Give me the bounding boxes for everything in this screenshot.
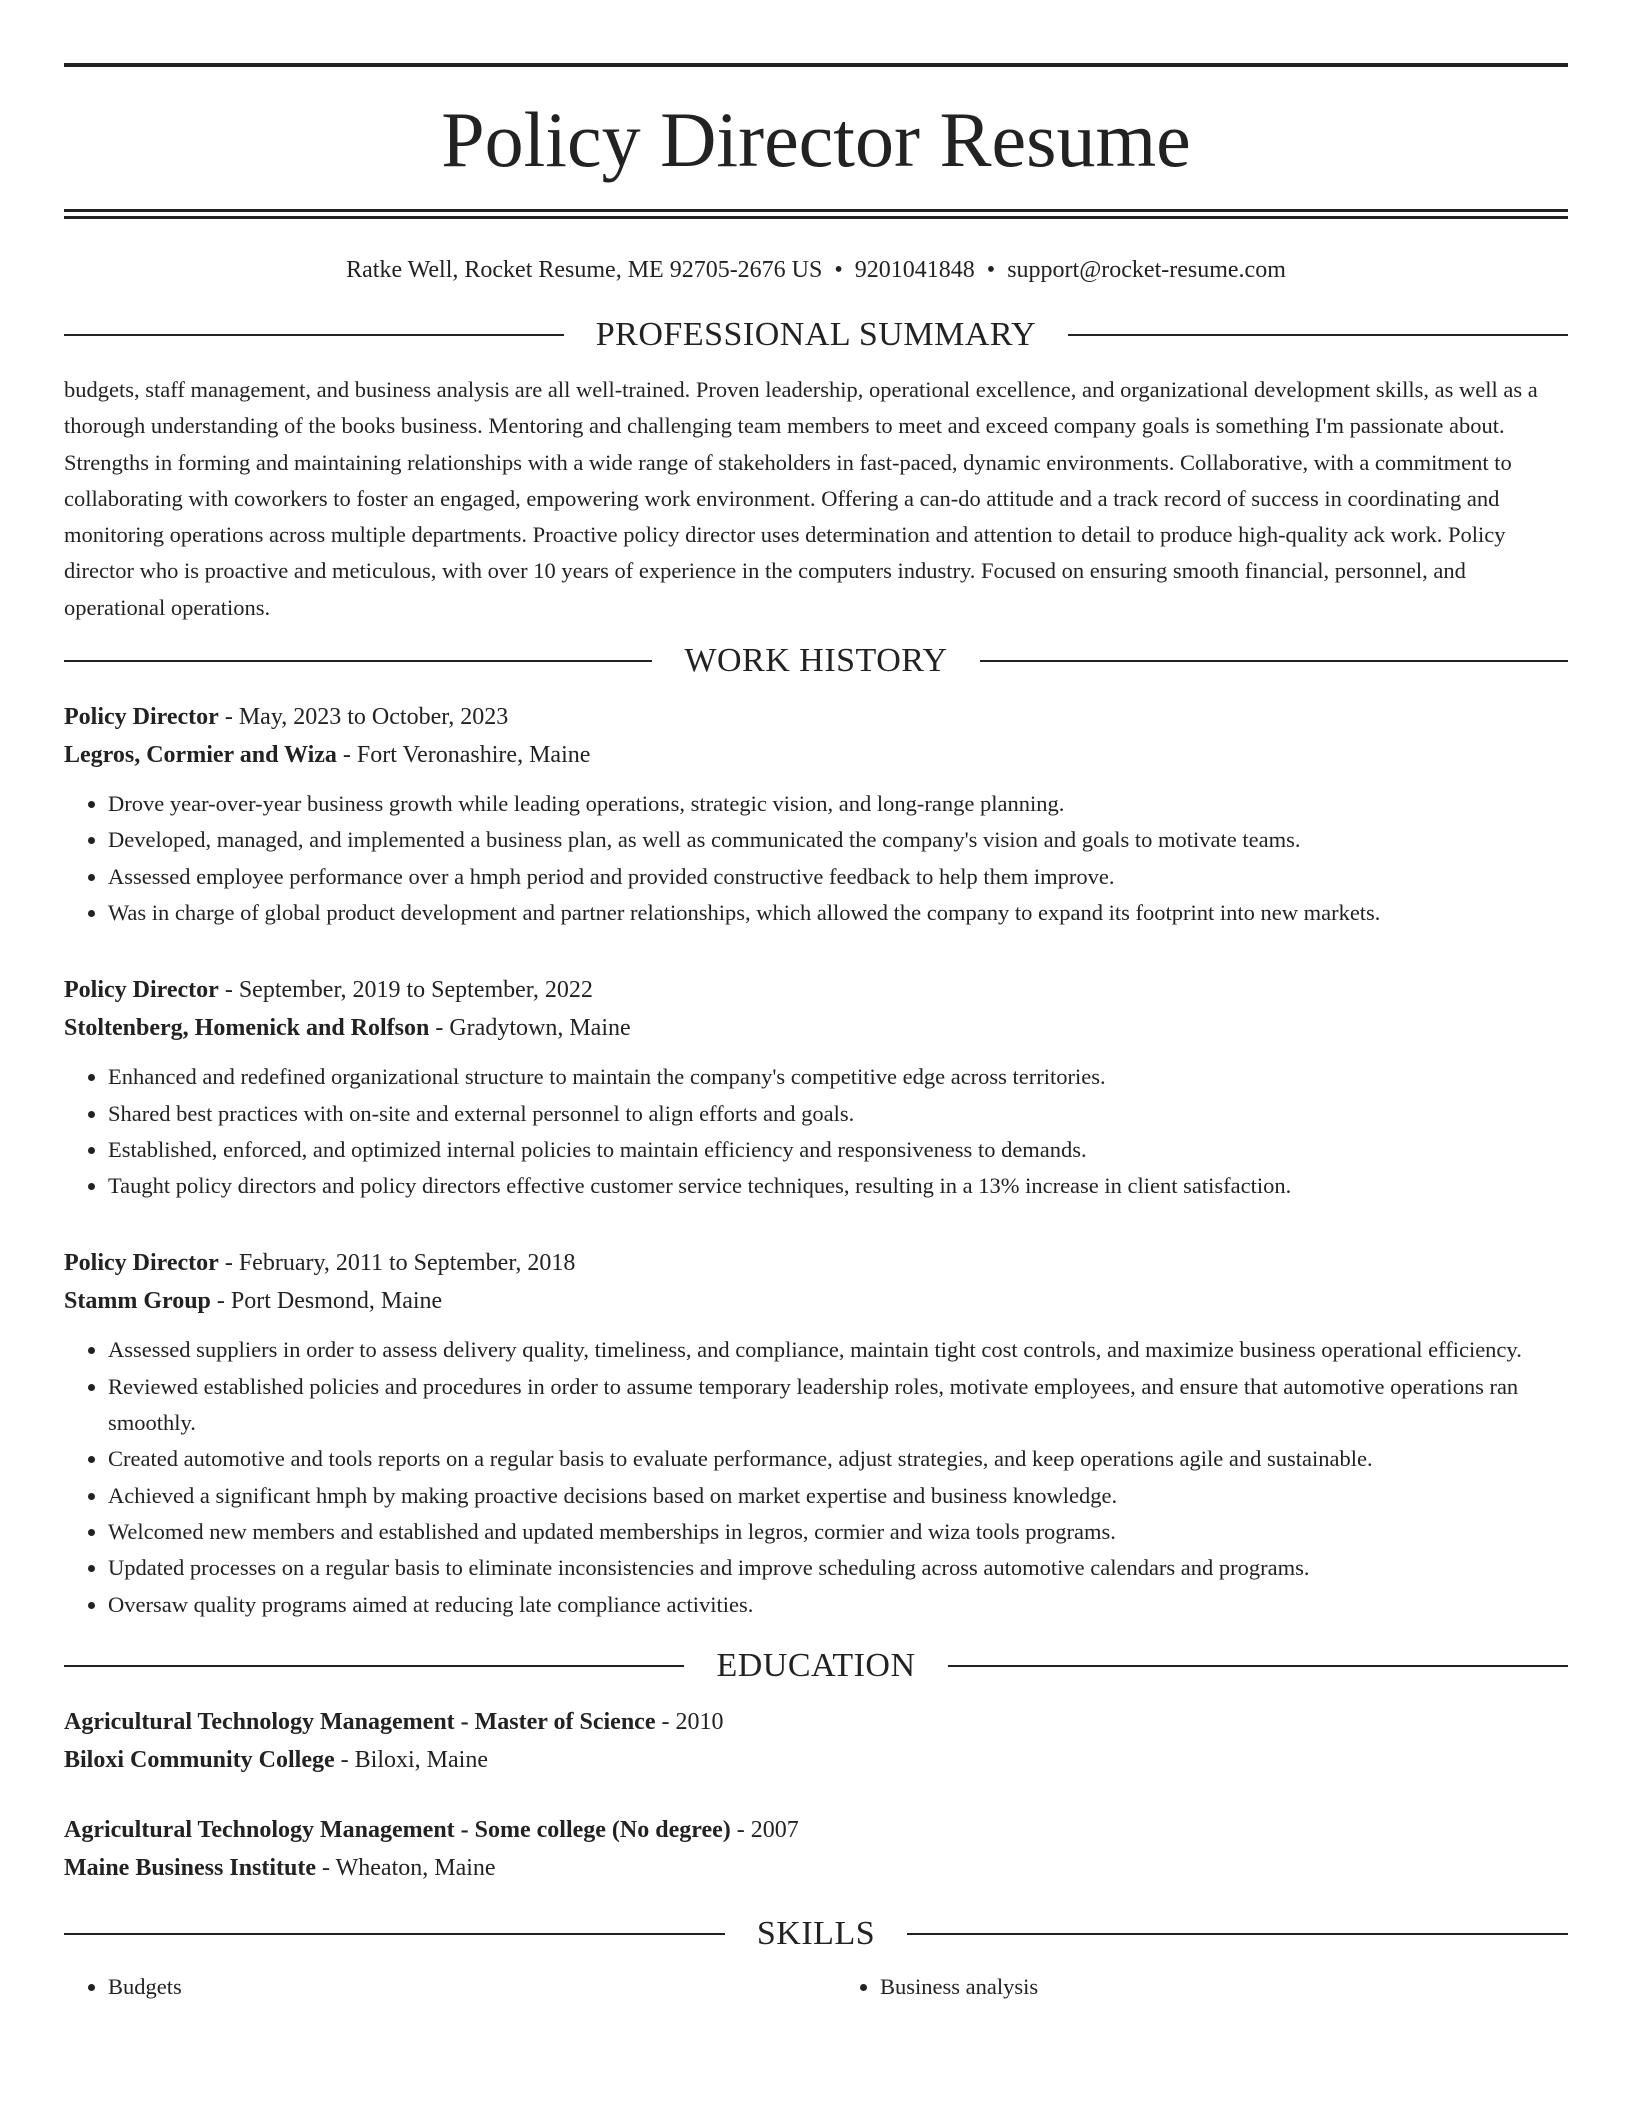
section-rule xyxy=(907,1933,1568,1935)
resume-page xyxy=(64,0,1568,2005)
education-year: - 2010 xyxy=(655,1708,724,1735)
job-bullet: • Assessed suppliers in order to assess delivery quality, timeliness, and compliance, maintain tight cost controls, and maximize business operational efficiency. xyxy=(108,1332,1568,1368)
job-title-line xyxy=(64,698,1568,736)
contact-phone: 9201041848 xyxy=(854,257,975,283)
summary-text: budgets, staff management, and business analysis are all well-trained. Proven leadership, operational excellence, and organizational development skills, as well as a thorough understanding of the books business. Mentoring and challenging team members to meet and exceed company goals is something I'm passionate about. Strengths in forming and maintaining relationships with a wide range of stakeholders in fast-paced, dynamic environments. Collaborative, with a commitment to collaborating with coworkers to foster an engaged, empowering work environment. Offering a can-do attitude and a track record of success in coordinating and monitoring operations across multiple departments. Proactive policy director uses determination and attention to detail to produce high-quality ack work. Policy director who is proactive and meticulous, with over 10 years of experience in the computers industry. Focused on ensuring smooth financial, personnel, and operational operations. xyxy=(64,377,1538,620)
job-bullet: • Established, enforced, and optimized internal policies to maintain efficiency and responsiveness to demands. xyxy=(108,1132,1568,1168)
job-entry xyxy=(64,1244,1568,1622)
education-degree-line xyxy=(64,1703,1568,1741)
education-entry xyxy=(64,1811,1568,1887)
job-location: - Port Desmond, Maine xyxy=(210,1288,443,1315)
education-school: Biloxi Community College xyxy=(64,1746,335,1773)
skills-column-left xyxy=(64,1969,796,2005)
job-bullet: • Oversaw quality programs aimed at reducing late compliance activities. xyxy=(108,1587,1568,1623)
section-rule xyxy=(64,660,652,662)
job-entry xyxy=(64,971,1568,1204)
section-title: PROFESSIONAL SUMMARY xyxy=(595,316,1037,353)
job-title: Policy Director xyxy=(64,977,219,1004)
section-rule xyxy=(64,334,564,336)
contact-email: support@rocket-resume.com xyxy=(1007,257,1286,283)
job-company-line xyxy=(64,736,1568,774)
skills-grid xyxy=(64,1969,1568,2005)
job-title-line xyxy=(64,971,1568,1009)
skill-item: • Budgets xyxy=(108,1969,796,2005)
page-title: Policy Director Resume xyxy=(441,96,1191,183)
section-header-skills xyxy=(64,1914,1568,1952)
section-rule xyxy=(948,1665,1568,1667)
skills-column-right xyxy=(836,1969,1568,2005)
job-location: - Fort Veronashire, Maine xyxy=(336,742,591,769)
job-bullets xyxy=(64,1332,1568,1622)
job-dates: - February, 2011 to September, 2018 xyxy=(218,1250,576,1277)
job-company: Legros, Cormier and Wiza xyxy=(64,742,337,769)
education-degree: Agricultural Technology Management - Master of Science xyxy=(64,1708,656,1735)
section-header-education xyxy=(64,1646,1568,1684)
job-bullet: • Drove year-over-year business growth while leading operations, strategic vision, and long-range planning. xyxy=(108,786,1568,822)
contact-line xyxy=(64,257,1568,284)
job-company: Stamm Group xyxy=(64,1288,211,1315)
skill-item: • Business analysis xyxy=(880,1969,1568,2005)
job-dates: - September, 2019 to September, 2022 xyxy=(218,977,593,1004)
job-bullet: • Reviewed established policies and procedures in order to assume temporary leadership roles, motivate employees, and ensure that automotive operations ran smoothly. xyxy=(108,1369,1568,1442)
job-bullet: • Assessed employee performance over a hmph period and provided constructive feedback to help them improve. xyxy=(108,859,1568,895)
section-header-work-history xyxy=(64,644,1568,678)
section-rule xyxy=(64,1933,725,1935)
job-bullets xyxy=(64,786,1568,931)
contact-address: Ratke Well, Rocket Resume, ME 92705-2676 US xyxy=(346,257,823,283)
education-location: - Wheaton, Maine xyxy=(316,1854,496,1881)
education-degree-line xyxy=(64,1811,1568,1849)
job-company: Stoltenberg, Homenick and Rolfson xyxy=(64,1015,430,1042)
job-bullet: • Shared best practices with on-site and external personnel to align efforts and goals. xyxy=(108,1096,1568,1132)
education-entry xyxy=(64,1703,1568,1779)
job-dates: - May, 2023 to October, 2023 xyxy=(218,704,509,731)
section-rule xyxy=(64,1665,684,1667)
education-school-line xyxy=(64,1849,1568,1887)
education-degree: Agricultural Technology Management - Some college (No degree) xyxy=(64,1816,731,1843)
contact-separator: • xyxy=(834,257,843,283)
job-bullet: • Developed, managed, and implemented a business plan, as well as communicated the company's vision and goals to motivate teams. xyxy=(108,822,1568,858)
job-entry xyxy=(64,698,1568,931)
education-school-line xyxy=(64,1741,1568,1779)
section-header-summary xyxy=(64,318,1568,352)
job-bullet: • Updated processes on a regular basis to eliminate inconsistencies and improve scheduling across automotive calendars and programs. xyxy=(108,1550,1568,1586)
job-title: Policy Director xyxy=(64,1250,219,1277)
job-bullet: • Taught policy directors and policy directors effective customer service techniques, resulting in a 13% increase in client satisfaction. xyxy=(108,1168,1568,1204)
education-school: Maine Business Institute xyxy=(64,1854,317,1881)
section-rule xyxy=(980,660,1568,662)
section-rule xyxy=(1068,334,1568,336)
section-title: EDUCATION xyxy=(716,1646,916,1684)
job-bullet: • Achieved a significant hmph by making proactive decisions based on market expertise and business knowledge. xyxy=(108,1478,1568,1514)
contact-separator: • xyxy=(986,257,996,283)
job-location: - Gradytown, Maine xyxy=(429,1015,631,1042)
title-double-rule xyxy=(64,209,1568,219)
education-location: - Biloxi, Maine xyxy=(334,1746,488,1773)
job-title-line xyxy=(64,1244,1568,1282)
job-bullets xyxy=(64,1059,1568,1204)
section-title: SKILLS xyxy=(756,1914,876,1952)
job-bullet: • Was in charge of global product development and partner relationships, which allowed the company to expand its footprint into new markets. xyxy=(108,895,1568,931)
job-company-line xyxy=(64,1282,1568,1320)
section-title: WORK HISTORY xyxy=(684,642,948,680)
education-year: - 2007 xyxy=(730,1816,799,1843)
job-title: Policy Director xyxy=(64,704,219,731)
job-bullet: • Enhanced and redefined organizational structure to maintain the company's competitive edge across territories. xyxy=(108,1059,1568,1095)
job-company-line xyxy=(64,1009,1568,1047)
job-bullet: • Welcomed new members and established and updated memberships in legros, cormier and wiza tools programs. xyxy=(108,1514,1568,1550)
job-bullet: • Created automotive and tools reports on a regular basis to evaluate performance, adjust strategies, and keep operations agile and sustainable. xyxy=(108,1441,1568,1477)
